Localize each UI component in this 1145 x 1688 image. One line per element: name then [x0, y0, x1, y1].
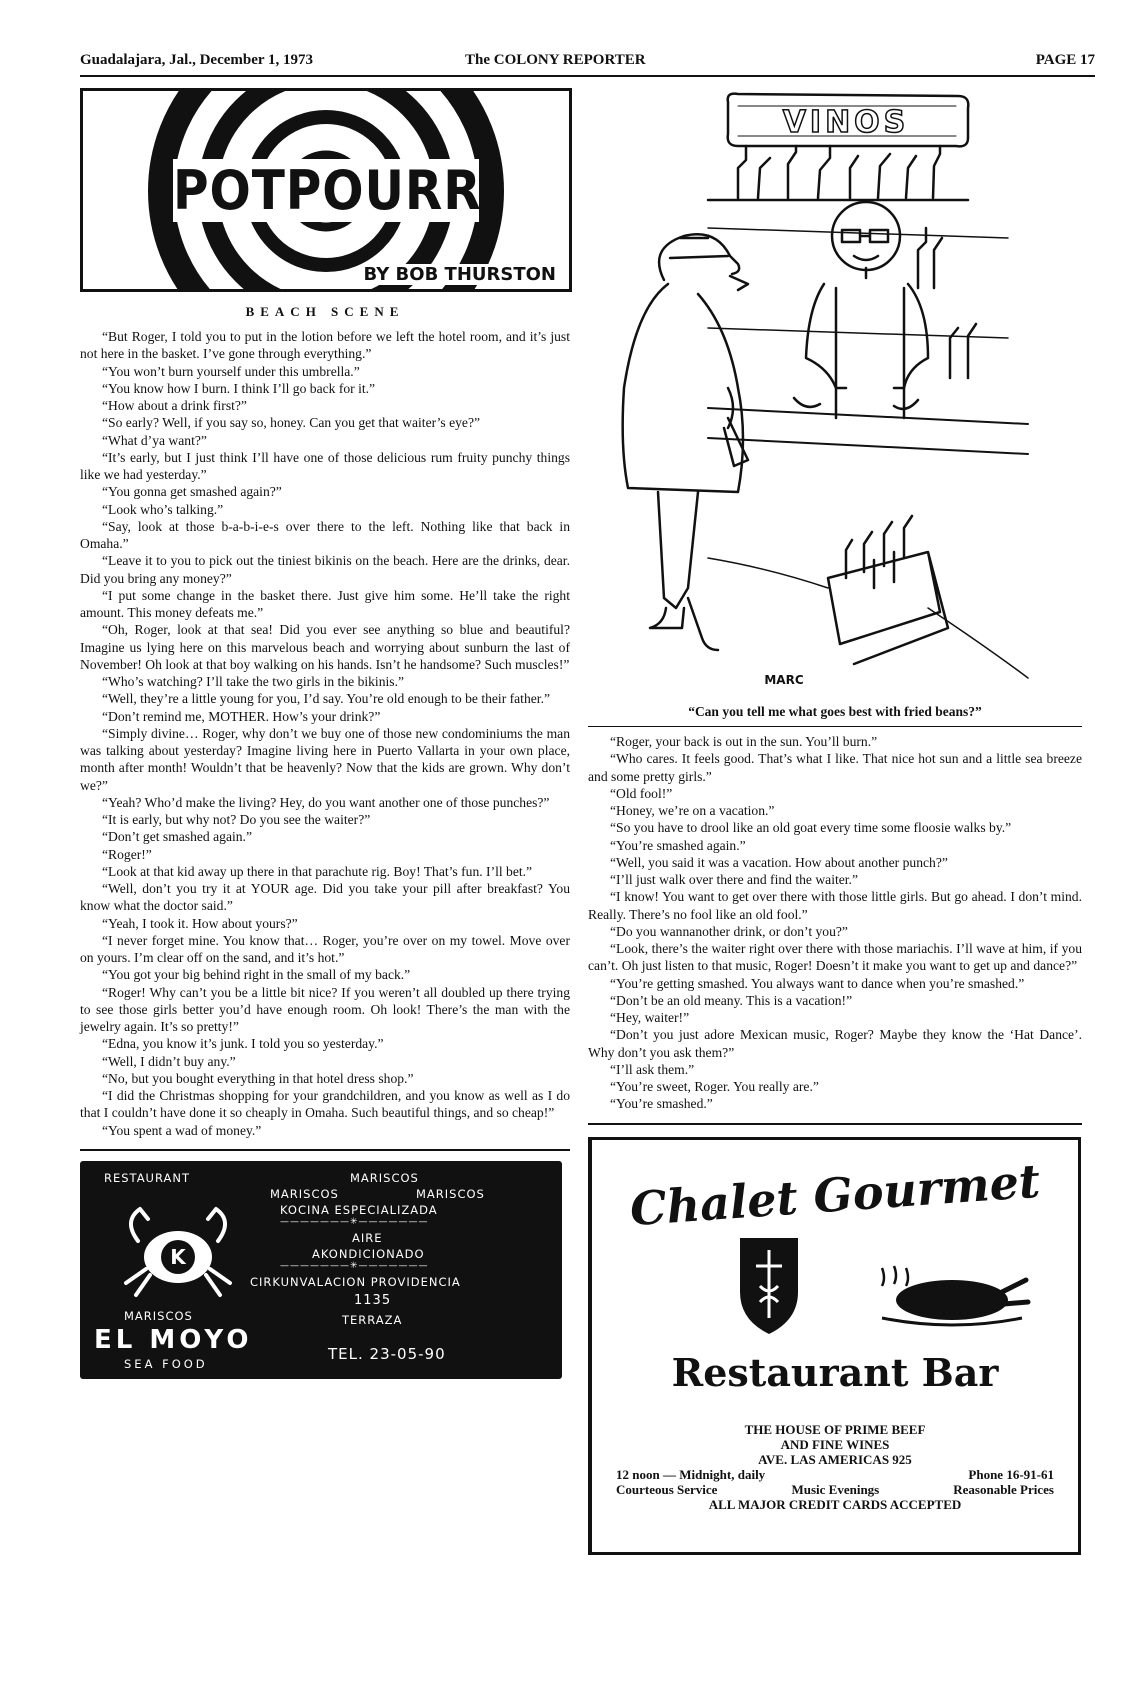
ad-sea-food: SEA FOOD — [124, 1356, 208, 1371]
right-column — [588, 88, 1082, 1555]
article-paragraph: “It’s early, but I just think I’ll have one of those delicious rum fruity punchy things like we had yesterday.” — [80, 449, 570, 482]
chalet-address: AVE. LAS AMERICAS 925 — [758, 1451, 912, 1467]
article-paragraph: “Don’t be an old meany. This is a vacation!” — [610, 992, 853, 1008]
ad-restaurant-label: RESTAURANT — [104, 1170, 190, 1185]
chalet-credit-cards: ALL MAJOR CREDIT CARDS ACCEPTED — [708, 1496, 962, 1512]
chalet-hours-row — [602, 1467, 1068, 1482]
article-paragraph: “Don’t get smashed again.” — [102, 829, 252, 845]
chalet-service: Courteous Service — [616, 1481, 718, 1497]
chalet-subtitle: Restaurant Bar — [671, 1349, 999, 1395]
article-paragraph: “You know how I burn. I think I’ll go back for it.” — [102, 380, 376, 396]
article-paragraph: “You won’t burn yourself under this umbrella.” — [102, 363, 360, 379]
article-paragraph: “Who’s watching? I’ll take the two girls in the bikinis.” — [102, 674, 405, 689]
article-paragraph: “Roger!” — [102, 846, 152, 862]
article-paragraph: “Look at that kid away up there in that parachute rig. Boy! That’s fun. I’ll bet.” — [102, 863, 533, 879]
article-paragraph: “Well, don’t you try it at YOUR age. Did you take your pill after breakfast? You know what the doctor said.” — [80, 881, 570, 914]
section-heading: BEACH SCENE — [245, 304, 405, 319]
crab-logo-letter: K — [170, 1244, 186, 1269]
article-paragraph: “Don’t you just adore Mexican music, Roger? Maybe they know the ‘Hat Dance’. Why don’t you ask them?” — [588, 1027, 1082, 1060]
article-paragraph: “Look, there’s the waiter right over there with those mariachis. I’ll wave at him, if you can’t. Oh just listen to that music, Roger! Doesn’t it make you want to get up and dance?” — [588, 941, 1082, 974]
article-paragraph: “I’ll ask them.” — [610, 1061, 695, 1077]
cartoon-sign-text: VINOS — [782, 105, 910, 140]
shield-emblem — [738, 1236, 800, 1336]
page-number: PAGE 17 — [1035, 52, 1095, 68]
chalet-name: Chalet Gourmet — [628, 1153, 1042, 1236]
article-paragraph: “So early? Well, if you say so, honey. Can you get that waiter’s eye?” — [102, 415, 481, 431]
article-paragraph: “So you have to drool like an old goat every time some floosie walks by.” — [610, 820, 1012, 836]
chalet-music: Music Evenings — [791, 1481, 880, 1497]
left-column — [80, 88, 570, 1379]
ad-cocina: KOCINA ESPECIALIZADA — [280, 1202, 438, 1217]
article-paragraph: “Oh, Roger, look at that sea! Did you ever see anything so blue and beautiful? Imagine us lying here on this marvelous beach and worrying about sunburn the last of November! Oh look at that boy walking on his hands. Isn’t he handsome? Such muscles!” — [80, 622, 570, 672]
article-paragraph: “No, but you bought everything in that hotel dress shop.” — [102, 1070, 414, 1086]
cartoon-illustration — [588, 88, 1078, 700]
ad-acondicionado: AKONDICIONADO — [312, 1246, 425, 1261]
chalet-gourmet-ad — [588, 1137, 1081, 1555]
el-moyo-ad — [80, 1161, 562, 1379]
article-paragraph: “Well, you said it was a vacation. How about another punch?” — [610, 854, 948, 870]
cartoon-caption: “Can you tell me what goes best with fried beans?” — [688, 704, 982, 719]
article-paragraph: “Old fool!” — [610, 785, 673, 801]
article-paragraph: “Honey, we’re on a vacation.” — [610, 803, 775, 818]
article-paragraph: “Well, I didn’t buy any.” — [102, 1053, 236, 1069]
article-paragraph: “But Roger, I told you to put in the lotion before we left the hotel room, and it’s just not here in the basket. I’ve gone through everything.” — [80, 329, 570, 362]
article-paragraph: “I know! You want to get over there with those little girls. But go ahead. I don’t mind. Really. There’s no fool like an old fool.” — [588, 889, 1082, 922]
right-column-end-rule — [588, 1123, 1082, 1125]
chalet-tagline-1: THE HOUSE OF PRIME BEEF — [744, 1421, 926, 1437]
article-paragraph: “It is early, but why not? Do you see the waiter?” — [102, 812, 371, 827]
article-paragraph: “I did the Christmas shopping for your grandchildren, and you know as well as I do that I couldn’t have done it so cheaply in Omaha. Such beautiful things, and so cheap!” — [80, 1088, 570, 1121]
column-title: POTPOURRI — [173, 159, 501, 222]
ad-mariscos-right: MARISCOS — [416, 1186, 485, 1201]
chalet-details — [602, 1422, 1068, 1512]
article-paragraph: “I never forget mine. You know that… Roger, you’re over on my towel. Move over on yours. I’m clear off on the sand, and it’s hot.” — [80, 932, 570, 965]
column-byline: BY BOB THURSTON — [361, 264, 559, 285]
article-paragraph: “Roger! Why can’t you be a little bit nice? If you weren’t all doubled up there trying to see those girls better you’d have enough room. Oh look! There’s the man with the jewelry again. It’s so pretty!” — [80, 984, 570, 1034]
article-paragraph: “You’re smashed.” — [610, 1096, 713, 1112]
column-end-rule — [80, 1149, 570, 1151]
ad-divider-2: ———————✳——————— — [280, 1260, 429, 1271]
article-paragraph: “I put some change in the basket there. Just give him some. He’ll take the right amount. This money defeats me.” — [80, 587, 570, 620]
roast-turkey-icon — [862, 1260, 1032, 1330]
article-continued-text — [588, 733, 1082, 1113]
paper-name: The COLONY REPORTER — [465, 52, 646, 68]
chalet-tagline-2: AND FINE WINES — [780, 1436, 890, 1452]
article-paragraph: “Roger, your back is out in the sun. You’ll burn.” — [610, 734, 878, 749]
chalet-phone: Phone 16-91-61 — [968, 1466, 1054, 1482]
ad-mariscos-left: MARISCOS — [270, 1186, 339, 1201]
ad-mariscos-logo: MARISCOS — [124, 1308, 193, 1323]
chalet-hours: 12 noon — Midnight, daily — [616, 1466, 766, 1482]
article-paragraph: “Well, they’re a little young for you, I’d say. You’re old enough to be their father.” — [102, 691, 551, 707]
article-paragraph: “Leave it to you to pick out the tiniest bikinis on the beach. Here are the drinks, dear. Did you bring any money?” — [80, 553, 570, 586]
ad-terraza: TERRAZA — [342, 1312, 403, 1327]
article-paragraph: “Edna, you know it’s junk. I told you so yesterday.” — [102, 1036, 384, 1052]
article-paragraph: “Hey, waiter!” — [610, 1010, 690, 1025]
article-paragraph: “You’re smashed again.” — [610, 837, 746, 853]
potpourri-banner — [80, 88, 572, 292]
chalet-features-row — [602, 1482, 1068, 1497]
vinos-cartoon — [588, 88, 1078, 700]
article-paragraph: “I’ll just walk over there and find the waiter.” — [610, 872, 858, 887]
ad-address: CIRKUNVALACION PROVIDENCIA — [250, 1274, 461, 1289]
article-text — [80, 328, 570, 1139]
ad-phone: TEL. 23-05-90 — [328, 1344, 446, 1363]
ad-mariscos-top: MARISCOS — [350, 1170, 419, 1185]
article-paragraph: “Yeah, I took it. How about yours?” — [102, 915, 298, 931]
crab-logo — [118, 1201, 238, 1301]
article-paragraph: “What d’ya want?” — [102, 432, 207, 448]
article-paragraph: “Who cares. It feels good. That’s what I like. That nice hot sun and a little sea breeze and some pretty girls.” — [588, 751, 1082, 784]
page-header — [80, 52, 1095, 74]
article-paragraph: “How about a drink first?” — [102, 398, 247, 413]
article-paragraph: “You spent a wad of money.” — [102, 1122, 262, 1138]
article-paragraph: “Yeah? Who’d make the living? Hey, do you want another one of those punches?” — [102, 794, 550, 810]
article-paragraph: “Simply divine… Roger, why don’t we buy one of those new condominiums the man was talking about yesterday? Imagine living here in Puerto Vallarta in your own place, month after month! Wouldn’t that be heavenly? Now that the kids are grown. Why don’t we?” — [80, 725, 570, 793]
article-paragraph: “You’re getting smashed. You always want to dance when you’re smashed.” — [610, 975, 1025, 991]
article-paragraph: “Say, look at those b-a-b-i-e-s over there to the left. Nothing like that back in Omaha.” — [80, 518, 570, 551]
article-paragraph: “Don’t remind me, MOTHER. How’s your drink?” — [102, 708, 381, 724]
chalet-prices: Reasonable Prices — [953, 1481, 1054, 1497]
article-paragraph: “You’re sweet, Roger. You really are.” — [610, 1079, 819, 1094]
cartoon-signature: MARC — [764, 673, 804, 687]
ad-street-number: 1135 — [354, 1292, 392, 1308]
header-rule — [80, 75, 1095, 77]
dateline: Guadalajara, Jal., December 1, 1973 — [80, 52, 314, 68]
article-paragraph: “You gonna get smashed again?” — [102, 484, 282, 500]
article-paragraph: “Look who’s talking.” — [102, 501, 224, 517]
ad-aire: AIRE — [352, 1230, 383, 1245]
ad-divider-1: ———————✳——————— — [280, 1216, 429, 1227]
caption-rule — [588, 726, 1082, 727]
article-paragraph: “You got your big behind right in the small of my back.” — [102, 967, 411, 983]
ad-name: EL MOYO — [94, 1324, 253, 1355]
article-paragraph: “Do you wannanother drink, or don’t you?” — [610, 923, 848, 939]
